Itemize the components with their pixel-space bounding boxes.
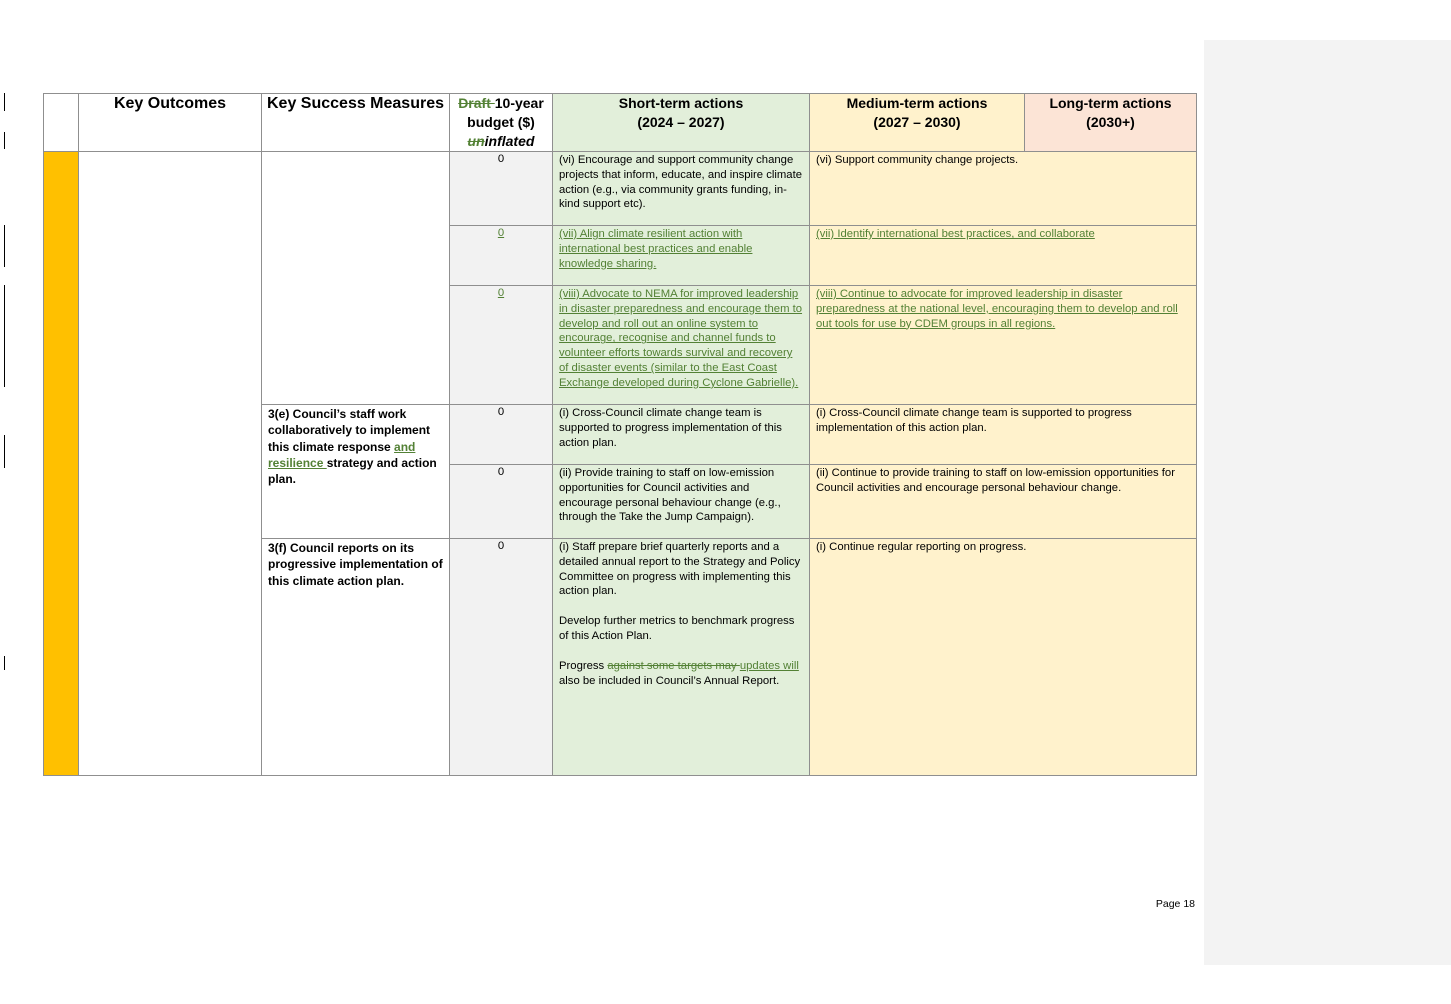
budget-cell: 0 bbox=[450, 405, 553, 465]
header-long-term-years: (2030+) bbox=[1086, 114, 1135, 130]
short-term-text: (vii) Align climate resilient action with international best practices and enable knowledge sharing. bbox=[559, 228, 753, 270]
budget-cell: 0 bbox=[450, 152, 553, 226]
header-short-term bbox=[553, 94, 810, 152]
key-success-measure-text: 3(f) Council reports on its progressive implementation of this climate action plan. bbox=[268, 541, 443, 588]
change-bar bbox=[4, 93, 5, 111]
inserted-text: and resilience bbox=[268, 439, 416, 470]
short-term-cell bbox=[553, 465, 810, 539]
page-number: Page 18 bbox=[1155, 898, 1195, 910]
medium-long-term-cell bbox=[810, 405, 1197, 465]
change-bar bbox=[4, 435, 5, 468]
deleted-text: Draft bbox=[458, 95, 495, 111]
header-short-term-label: Short-term actions bbox=[618, 95, 744, 111]
short-term-paragraph: (i) Staff prepare brief quarterly reports and a detailed annual report to the Strategy and Policy Committee on progress with implementing this action plan. bbox=[559, 541, 801, 598]
medium-term-text: (viii) Continue to advocate for improved leadership in disaster preparedness at the national level, encouraging them to develop and roll out tools for use by CDEM groups in all regions. bbox=[816, 288, 1178, 330]
medium-term-text: (vi) Support community change projects. bbox=[816, 154, 1019, 166]
medium-long-term-cell bbox=[810, 226, 1197, 286]
short-term-paragraph bbox=[559, 659, 803, 689]
header-row bbox=[44, 94, 1197, 152]
deleted-text: against some targets may bbox=[607, 659, 740, 672]
key-outcome-cell bbox=[79, 152, 262, 776]
key-success-measure-cell bbox=[262, 539, 450, 776]
short-term-cell bbox=[553, 226, 810, 286]
header-short-term-years: (2024 – 2027) bbox=[637, 114, 725, 130]
deleted-text: un bbox=[467, 133, 485, 149]
medium-long-term-cell bbox=[810, 539, 1197, 776]
action-plan-table bbox=[43, 93, 1197, 776]
short-term-cell bbox=[553, 539, 810, 776]
medium-term-text: (i) Cross-Council climate change team is supported to progress implementation of this action plan. bbox=[816, 407, 1132, 434]
short-term-text: (viii) Advocate to NEMA for improved leadership in disaster preparedness and encourage them to develop and roll out an online system to encourage, recognise and channel funds to volunteer efforts towards survival and recovery of disaster events (similar to the East Coast Exchange developed during Cyclone Gabrielle). bbox=[559, 288, 803, 389]
header-long-term-label: Long-term actions bbox=[1049, 95, 1172, 111]
table-row bbox=[44, 152, 1197, 226]
paragraph-text: also be included in Council’s Annual Report. bbox=[559, 674, 780, 687]
change-bar bbox=[4, 656, 5, 670]
budget-cell bbox=[450, 226, 553, 286]
ksm-text: 3(e) Council’s staff work collaboratively to implement this climate response bbox=[268, 407, 431, 454]
short-term-text: (vi) Encourage and support community change projects that inform, educate, and inspire climate action (e.g., via community grants funding, in-kind support etc). bbox=[559, 154, 803, 211]
medium-term-text: (i) Continue regular reporting on progress. bbox=[816, 541, 1027, 553]
change-bar bbox=[4, 132, 5, 149]
header-medium-term bbox=[810, 94, 1025, 152]
key-success-measure-cell bbox=[262, 405, 450, 539]
short-term-cell bbox=[553, 152, 810, 226]
inserted-text: 0 bbox=[497, 287, 505, 299]
header-medium-term-label: Medium-term actions bbox=[846, 95, 988, 111]
short-term-text: (ii) Provide training to staff on low-emission opportunities for Council activities and encourage personal behaviour change (e.g., through the Take the Jump Campaign). bbox=[559, 467, 781, 524]
budget-cell bbox=[450, 286, 553, 405]
header-budget-main: 10-year budget ($) bbox=[467, 95, 544, 130]
medium-long-term-cell bbox=[810, 152, 1197, 226]
change-bar bbox=[4, 285, 5, 387]
header-medium-term-years: (2027 – 2030) bbox=[873, 114, 961, 130]
comments-pane bbox=[1204, 40, 1451, 965]
inserted-text: 0 bbox=[497, 227, 505, 239]
budget-cell: 0 bbox=[450, 465, 553, 539]
inserted-text: updates will bbox=[739, 659, 799, 672]
header-blank-cell bbox=[44, 94, 79, 152]
key-success-measure-cell bbox=[262, 152, 450, 405]
header-budget-italic: inflated bbox=[484, 133, 535, 149]
key-success-measure-text bbox=[262, 405, 449, 488]
change-bar bbox=[4, 225, 5, 267]
budget-cell: 0 bbox=[450, 539, 553, 776]
medium-long-term-cell bbox=[810, 465, 1197, 539]
short-term-cell bbox=[553, 286, 810, 405]
medium-long-term-cell bbox=[810, 286, 1197, 405]
short-term-paragraph: Develop further metrics to benchmark progress of this Action Plan. bbox=[559, 615, 795, 642]
outcome-colour-band bbox=[44, 152, 79, 776]
header-key-success-measures: Key Success Measures bbox=[262, 94, 450, 152]
header-key-outcomes: Key Outcomes bbox=[79, 94, 262, 152]
medium-term-text: (vii) Identify international best practices, and collaborate bbox=[816, 228, 1095, 240]
short-term-text: (i) Cross-Council climate change team is supported to progress implementation of this action plan. bbox=[559, 407, 782, 449]
ksm-text: strategy and action plan. bbox=[268, 455, 437, 487]
short-term-text bbox=[553, 539, 809, 692]
short-term-cell bbox=[553, 405, 810, 465]
paragraph-text: Progress bbox=[559, 659, 608, 672]
header-long-term bbox=[1025, 94, 1197, 152]
header-budget bbox=[450, 94, 553, 152]
medium-term-text: (ii) Continue to provide training to staff on low-emission opportunities for Council activities and encourage personal behaviour change. bbox=[816, 467, 1175, 494]
